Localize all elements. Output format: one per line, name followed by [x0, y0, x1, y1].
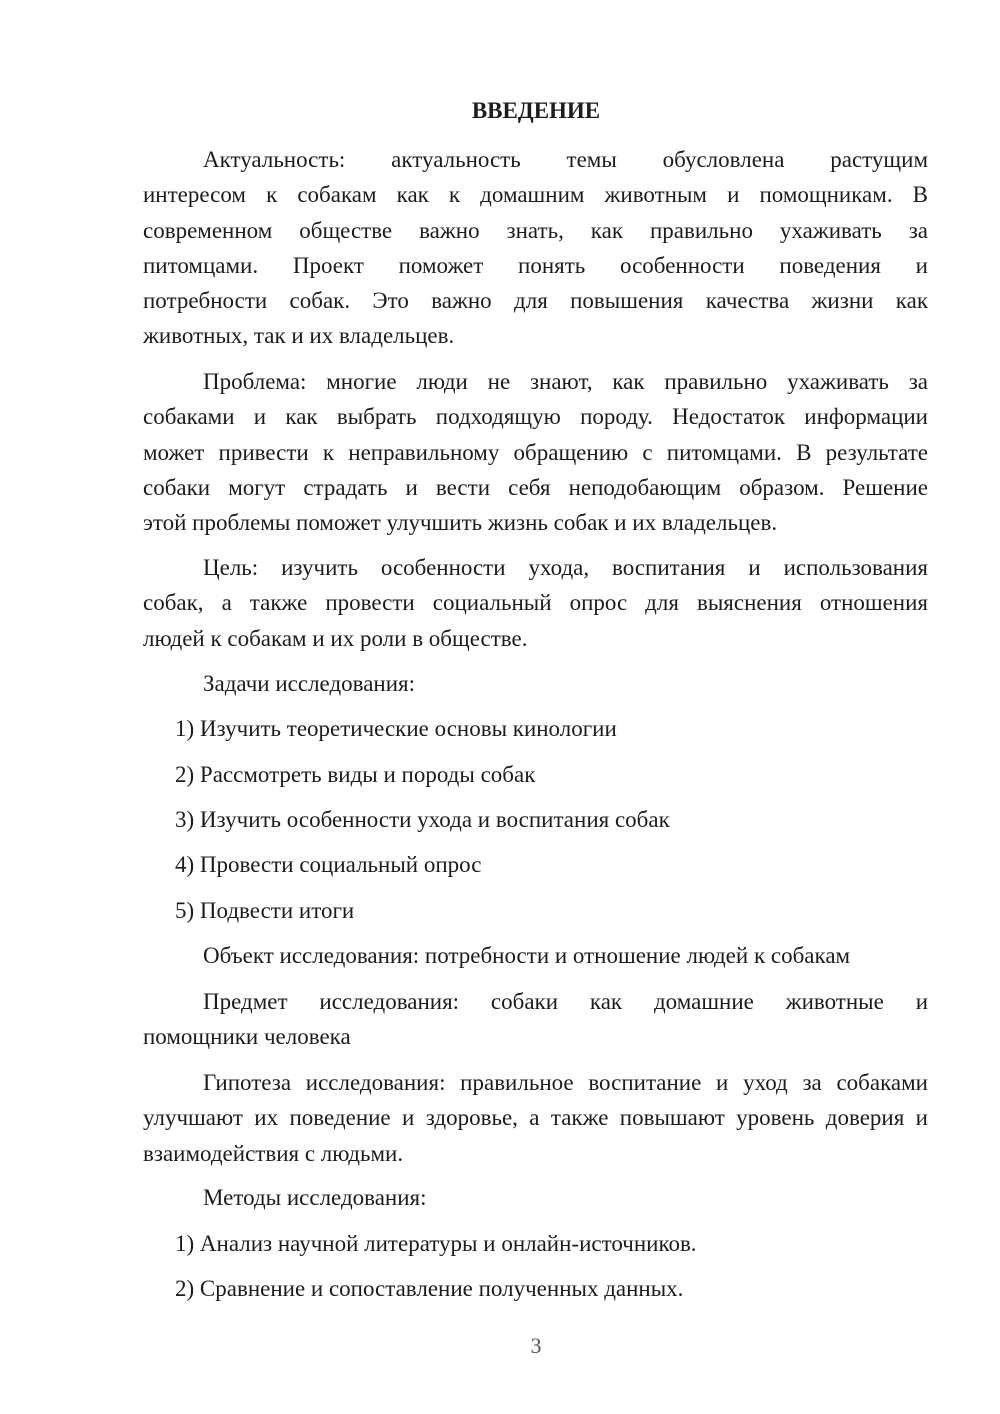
tasks-label: Задачи исследования: — [203, 671, 416, 696]
paragraph-line: людей к собакам и их роли в обществе. — [143, 625, 528, 651]
paragraph-line: интересом к собакам как к домашним животным и помощникам. В — [143, 182, 928, 208]
method-item: 1) Анализ научной литературы и онлайн-источников. — [175, 1231, 697, 1256]
paragraph-line: собаками и как выбрать подходящую породу. Недостаток информации — [143, 404, 928, 430]
paragraph-line: помощники человека — [143, 1024, 351, 1050]
paragraph-line: Цель: изучить особенности ухода, воспитания и использования — [203, 555, 928, 580]
methods-label: Методы исследования: — [203, 1185, 427, 1210]
paragraph-line: собак, а также провести социальный опрос для выяснения отношения — [143, 590, 928, 616]
section-title: ВВЕДЕНИЕ — [471, 98, 601, 123]
paragraph-line: улучшают их поведение и здоровье, а также повышают уровень доверия и — [143, 1105, 928, 1131]
paragraph-line: современном обществе важно знать, как правильно ухаживать за — [143, 217, 928, 243]
method-item: 2) Сравнение и сопоставление полученных данных. — [175, 1276, 684, 1301]
paragraph-line: может привести к неправильному обращению с питомцами. В результате — [143, 439, 928, 465]
paragraph-line: собаки могут страдать и вести себя неподобающим образом. Решение — [143, 474, 928, 500]
relevance-paragraph — [143, 142, 928, 354]
paragraph-line: Проблема: многие люди не знают, как правильно ухаживать за — [203, 369, 928, 394]
task-item: 5) Подвести итоги — [175, 898, 355, 923]
hypothesis-paragraph — [143, 1065, 928, 1171]
page-number: 3 — [530, 1333, 542, 1358]
paragraph-line: Гипотеза исследования: правильное воспитание и уход за собаками — [203, 1070, 928, 1095]
task-item: 3) Изучить особенности ухода и воспитания собак — [175, 807, 670, 832]
paragraph-line: Предмет исследования: собаки как домашние животные и — [203, 989, 928, 1014]
subject-paragraph — [143, 984, 928, 1055]
paragraph-line: взаимодействия с людьми. — [143, 1140, 404, 1166]
task-item: 4) Провести социальный опрос — [175, 852, 482, 877]
research-object: Объект исследования: потребности и отношение людей к собакам — [203, 943, 851, 968]
paragraph-line: животных, так и их владельцев. — [143, 323, 455, 349]
paragraph-line: этой проблемы поможет улучшить жизнь собак и их владельцев. — [143, 510, 778, 536]
task-item: 1) Изучить теоретические основы кинологии — [175, 716, 617, 741]
paragraph-line: потребности собак. Это важно для повышения качества жизни как — [143, 288, 928, 314]
paragraph-line: Актуальность: актуальность темы обусловлена растущим — [203, 147, 928, 172]
goal-paragraph — [143, 550, 928, 656]
task-item: 2) Рассмотреть виды и породы собак — [175, 762, 536, 787]
problem-paragraph — [143, 364, 928, 540]
paragraph-line: питомцами. Проект поможет понять особенности поведения и — [143, 252, 928, 278]
